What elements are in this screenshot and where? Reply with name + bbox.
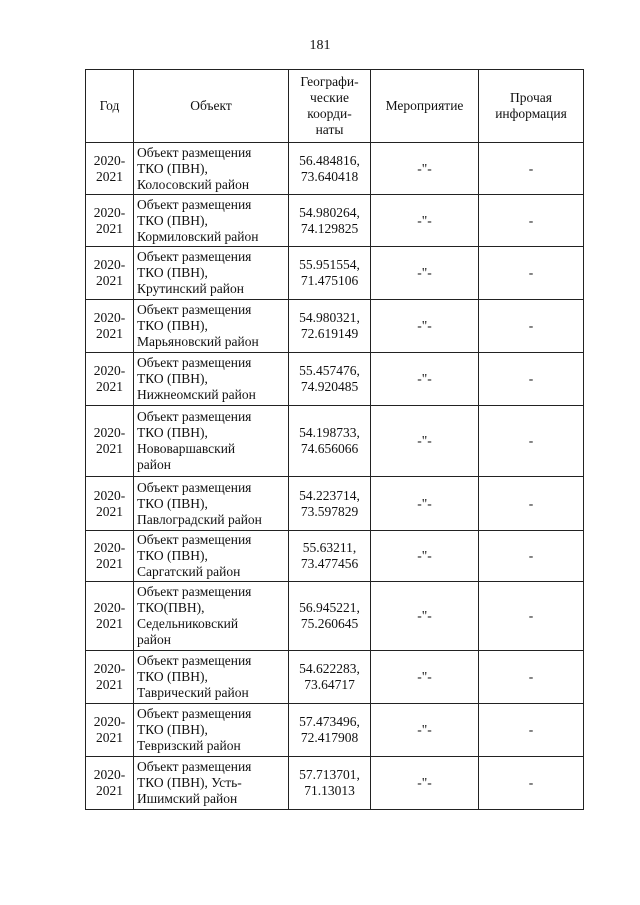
header-coordinates-line: ческие (310, 90, 349, 105)
object-line: Тевризский район (137, 738, 241, 753)
year-line: 2021 (96, 273, 123, 288)
coordinates-cell (289, 353, 371, 406)
object-line: Павлоградский район (137, 511, 262, 527)
object-cell (134, 300, 289, 353)
coordinates-line: 73.640418 (300, 168, 359, 184)
year-line: 2020- (93, 540, 126, 555)
object-cell (134, 704, 289, 757)
coordinates-line: 71.13013 (304, 783, 355, 798)
coordinates-cell (289, 300, 371, 353)
object-line: ТКО (ПВН), (137, 265, 208, 280)
info-cell: - (479, 247, 584, 300)
event-cell: -"- (371, 247, 479, 300)
coordinates-line: 54.223714, (299, 487, 360, 503)
year-cell (86, 651, 134, 704)
event-cell: -"- (371, 300, 479, 353)
table-row (86, 353, 584, 406)
table-row (86, 477, 584, 531)
header-info-line: Прочая (510, 90, 552, 105)
coordinates-line: 72.417908 (300, 730, 359, 745)
object-line: ТКО (ПВН), Усть- (137, 775, 242, 790)
coordinates-line: 57.473496, (299, 714, 360, 729)
year-line: 2020- (93, 204, 126, 220)
coordinates-line: 54.198733, (299, 425, 360, 440)
event-cell: -"- (371, 406, 479, 477)
year-line: 2021 (96, 730, 123, 745)
table-row (86, 300, 584, 353)
object-line: Объект размещения (137, 759, 252, 774)
object-line: Нововаршавский (137, 441, 236, 456)
event-cell: -"- (371, 531, 479, 582)
coordinates-cell (289, 582, 371, 651)
header-coordinates-line: коорди- (307, 106, 352, 121)
coordinates-cell (289, 651, 371, 704)
year-line: 2020- (93, 257, 126, 272)
object-line: ТКО (ПВН), (137, 371, 208, 386)
year-line: 2021 (96, 326, 123, 341)
table-row (86, 247, 584, 300)
year-line: 2021 (96, 677, 123, 692)
event-cell: -"- (371, 143, 479, 195)
info-cell: - (479, 704, 584, 757)
year-line: 2021 (96, 616, 123, 631)
table-row (86, 143, 584, 195)
coordinates-cell (289, 195, 371, 247)
object-line: Объект размещения (137, 479, 252, 495)
year-line: 2020- (93, 600, 126, 615)
coordinates-line: 75.260645 (300, 616, 359, 631)
info-cell: - (479, 531, 584, 582)
object-cell (134, 353, 289, 406)
table-row (86, 406, 584, 477)
coordinates-cell (289, 531, 371, 582)
year-line: 2020- (93, 425, 126, 440)
coordinates-line: 55.63211, (302, 540, 357, 555)
event-cell: -"- (371, 757, 479, 810)
object-line: ТКО (ПВН), (137, 160, 208, 176)
year-cell (86, 582, 134, 651)
coordinates-line: 74.129825 (300, 220, 359, 236)
header-object: Объект (134, 70, 289, 143)
coordinates-line: 74.656066 (300, 441, 359, 456)
object-line: Объект размещения (137, 706, 252, 721)
object-line: Седельниковский (137, 616, 239, 631)
object-line: ТКО (ПВН), (137, 722, 208, 737)
year-line: 2020- (93, 661, 126, 676)
object-line: Таврический район (137, 685, 249, 700)
object-line: Нижнеомский район (137, 387, 256, 402)
event-cell: -"- (371, 477, 479, 531)
event-cell: -"- (371, 353, 479, 406)
year-line: 2020- (93, 714, 126, 729)
coordinates-line: 55.457476, (299, 363, 360, 378)
info-cell: - (479, 353, 584, 406)
coordinates-line: 54.980264, (299, 204, 360, 220)
year-line: 2020- (93, 767, 126, 782)
object-line: район (137, 632, 171, 647)
coordinates-line: 54.622283, (299, 661, 360, 676)
info-cell: - (479, 477, 584, 531)
sites-table (85, 69, 584, 810)
object-line: Кормиловский район (137, 228, 259, 244)
object-cell (134, 143, 289, 195)
year-cell (86, 247, 134, 300)
coordinates-line: 74.920485 (300, 379, 359, 394)
table-row (86, 195, 584, 247)
coordinates-cell (289, 143, 371, 195)
object-line: Саргатский район (137, 564, 241, 579)
event-cell: -"- (371, 582, 479, 651)
object-line: Объект размещения (137, 196, 252, 212)
header-info-line: информация (495, 106, 567, 121)
year-line: 2021 (96, 379, 123, 394)
object-cell (134, 195, 289, 247)
object-line: Объект размещения (137, 144, 252, 160)
object-line: ТКО(ПВН), (137, 600, 205, 615)
coordinates-cell (289, 704, 371, 757)
object-line: ТКО (ПВН), (137, 495, 208, 511)
object-line: Объект размещения (137, 355, 252, 370)
coordinates-line: 55.951554, (299, 257, 360, 272)
year-cell (86, 406, 134, 477)
coordinates-line: 73.597829 (300, 503, 359, 519)
object-line: ТКО (ПВН), (137, 318, 208, 333)
year-cell (86, 300, 134, 353)
coordinates-cell (289, 477, 371, 531)
table-row (86, 651, 584, 704)
coordinates-line: 54.980321, (299, 310, 360, 325)
year-cell (86, 477, 134, 531)
object-line: район (137, 457, 171, 472)
year-line: 2021 (96, 168, 123, 184)
year-line: 2020- (93, 487, 126, 503)
event-cell: -"- (371, 195, 479, 247)
object-cell (134, 247, 289, 300)
table-header-row (86, 70, 584, 143)
info-cell: - (479, 300, 584, 353)
object-line: Колосовский район (137, 176, 250, 192)
table-row (86, 757, 584, 810)
coordinates-line: 56.484816, (299, 152, 360, 168)
table-row (86, 582, 584, 651)
object-line: Объект размещения (137, 532, 252, 547)
info-cell: - (479, 143, 584, 195)
table-row (86, 704, 584, 757)
object-cell (134, 406, 289, 477)
object-line: ТКО (ПВН), (137, 212, 208, 228)
header-coordinates-line: наты (315, 122, 344, 137)
coordinates-cell (289, 247, 371, 300)
year-cell (86, 143, 134, 195)
year-cell (86, 195, 134, 247)
coordinates-cell (289, 406, 371, 477)
object-line: Объект размещения (137, 302, 252, 317)
object-line: Объект размещения (137, 249, 252, 264)
year-line: 2020- (93, 152, 126, 168)
info-cell: - (479, 757, 584, 810)
coordinates-line: 73.477456 (300, 556, 359, 571)
header-event: Мероприятие (371, 70, 479, 143)
event-cell: -"- (371, 651, 479, 704)
year-line: 2021 (96, 556, 123, 571)
year-line: 2020- (93, 310, 126, 325)
object-line: ТКО (ПВН), (137, 548, 208, 563)
header-coordinates (289, 70, 371, 143)
object-cell (134, 477, 289, 531)
object-line: Объект размещения (137, 653, 252, 668)
coordinates-line: 73.64717 (304, 677, 355, 692)
object-cell (134, 531, 289, 582)
coordinates-line: 56.945221, (299, 600, 360, 615)
year-cell (86, 353, 134, 406)
header-coordinates-line: Географи- (300, 74, 359, 89)
year-cell (86, 757, 134, 810)
object-line: Крутинский район (137, 281, 244, 296)
year-line: 2021 (96, 503, 123, 519)
info-cell: - (479, 406, 584, 477)
object-line: Ишимский район (137, 791, 238, 806)
object-cell (134, 651, 289, 704)
object-line: ТКО (ПВН), (137, 425, 208, 440)
year-cell (86, 531, 134, 582)
info-cell: - (479, 651, 584, 704)
year-cell (86, 704, 134, 757)
header-year: Год (86, 70, 134, 143)
year-line: 2021 (96, 220, 123, 236)
coordinates-cell (289, 757, 371, 810)
year-line: 2021 (96, 783, 123, 798)
info-cell: - (479, 195, 584, 247)
header-info (479, 70, 584, 143)
table-row (86, 531, 584, 582)
coordinates-line: 57.713701, (299, 767, 360, 782)
year-line: 2020- (93, 363, 126, 378)
object-cell (134, 582, 289, 651)
object-line: Объект размещения (137, 584, 252, 599)
object-line: Объект размещения (137, 409, 252, 424)
info-cell: - (479, 582, 584, 651)
event-cell: -"- (371, 704, 479, 757)
year-line: 2021 (96, 441, 123, 456)
coordinates-line: 72.619149 (300, 326, 359, 341)
object-cell (134, 757, 289, 810)
coordinates-line: 71.475106 (300, 273, 359, 288)
object-line: Марьяновский район (137, 334, 259, 349)
object-line: ТКО (ПВН), (137, 669, 208, 684)
page-number: 181 (309, 38, 331, 53)
table-body (86, 143, 584, 810)
